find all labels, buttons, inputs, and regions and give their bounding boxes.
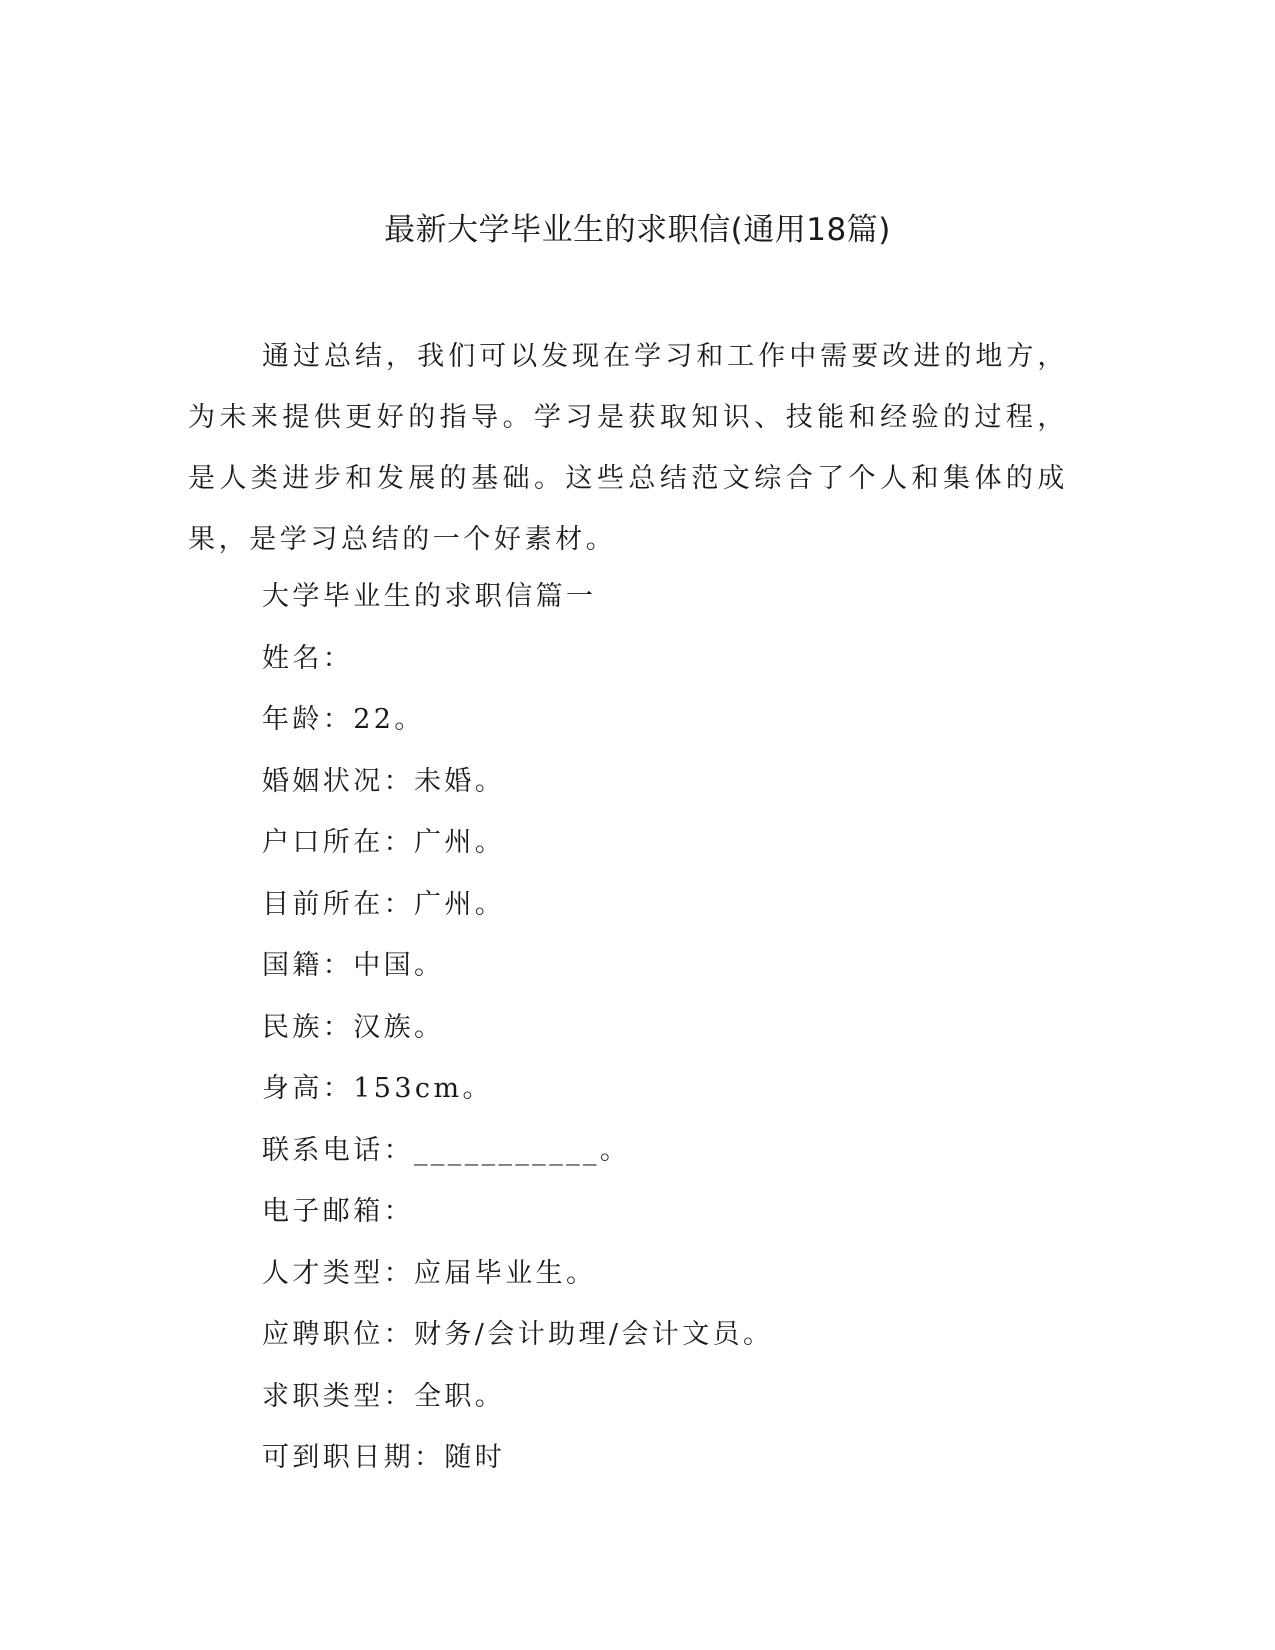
resume-lines xyxy=(262,566,773,1489)
field-ethnicity: 民族：汉族。 xyxy=(262,1011,445,1043)
field-age: 年龄：22。 xyxy=(262,704,425,735)
field-position: 应聘职位：财务/会计助理/会计文员。 xyxy=(262,1319,774,1350)
intro-paragraph: 通过总结，我们可以发现在学习和工作中需要改进的地方，为未来提供更好的指导。学习是获取知识、技能和经验的过程，是人类进步和发展的基础。这些总结范文综合了个人和集体的成果，是学习总结的一个好素材。 xyxy=(188,341,1068,555)
field-talent-type: 人才类型：应届毕业生。 xyxy=(262,1257,597,1289)
field-nationality: 国籍：中国。 xyxy=(262,950,445,981)
field-job-type: 求职类型：全职。 xyxy=(262,1380,506,1412)
field-current-location: 目前所在：广州。 xyxy=(262,888,506,920)
field-email: 电子邮箱： xyxy=(262,1196,414,1227)
field-phone: 联系电话：___________。 xyxy=(262,1134,631,1166)
field-name: 姓名： xyxy=(262,642,354,674)
document-title: 最新大学毕业生的求职信(通用18篇) xyxy=(384,212,891,248)
field-hukou-location: 户口所在：广州。 xyxy=(262,827,506,858)
field-start-date: 可到职日期：随时 xyxy=(262,1442,506,1473)
section-heading: 大学毕业生的求职信篇一 xyxy=(262,581,597,612)
field-marital-status: 婚姻状况：未婚。 xyxy=(262,765,506,797)
field-height: 身高：153cm。 xyxy=(262,1073,493,1104)
